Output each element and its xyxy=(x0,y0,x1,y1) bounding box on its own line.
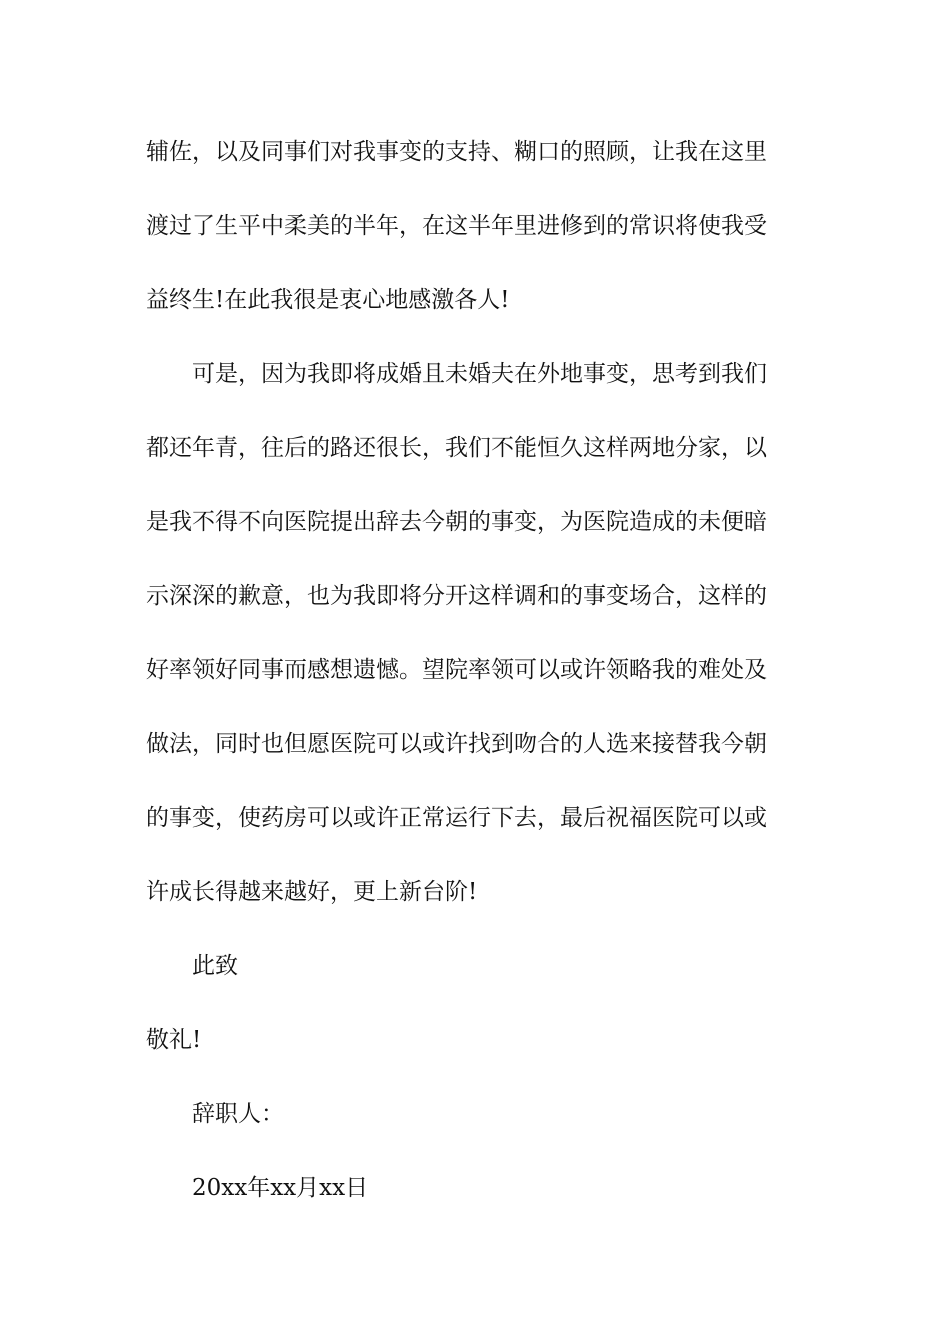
body-line-5: 都还年青，往后的路还很长，我们不能恒久这样两地分家，以 xyxy=(146,435,767,461)
body-line-1: 辅佐，以及同事们对我事变的支持、糊口的照顾，让我在这里 xyxy=(146,139,767,165)
body-line-3: 益终生!在此我很是衷心地感激各人! xyxy=(146,287,510,313)
body-line-9: 做法，同时也但愿医院可以或许找到吻合的人选来接替我今朝 xyxy=(146,731,767,757)
body-line-7: 示深深的歉意，也为我即将分开这样调和的事变场合，这样的 xyxy=(146,583,767,609)
salutation-text: 敬礼! xyxy=(146,1027,202,1053)
signature-label: 辞职人： xyxy=(192,1101,284,1127)
body-line-4: 可是，因为我即将成婚且未婚夫在外地事变，思考到我们 xyxy=(192,361,767,387)
body-line-6: 是我不得不向医院提出辞去今朝的事变，为医院造成的未便暗 xyxy=(146,509,767,535)
closing-text: 此致 xyxy=(192,953,238,979)
body-line-8: 好率领好同事而感想遗憾。望院率领可以或许领略我的难处及 xyxy=(146,657,767,683)
date-text: 20xx年xx月xx日 xyxy=(192,1175,369,1201)
body-line-2: 渡过了生平中柔美的半年，在这半年里进修到的常识将使我受 xyxy=(146,213,767,239)
body-line-10: 的事变，使药房可以或许正常运行下去，最后祝福医院可以或 xyxy=(146,805,767,831)
body-line-11: 许成长得越来越好，更上新台阶! xyxy=(146,879,478,905)
